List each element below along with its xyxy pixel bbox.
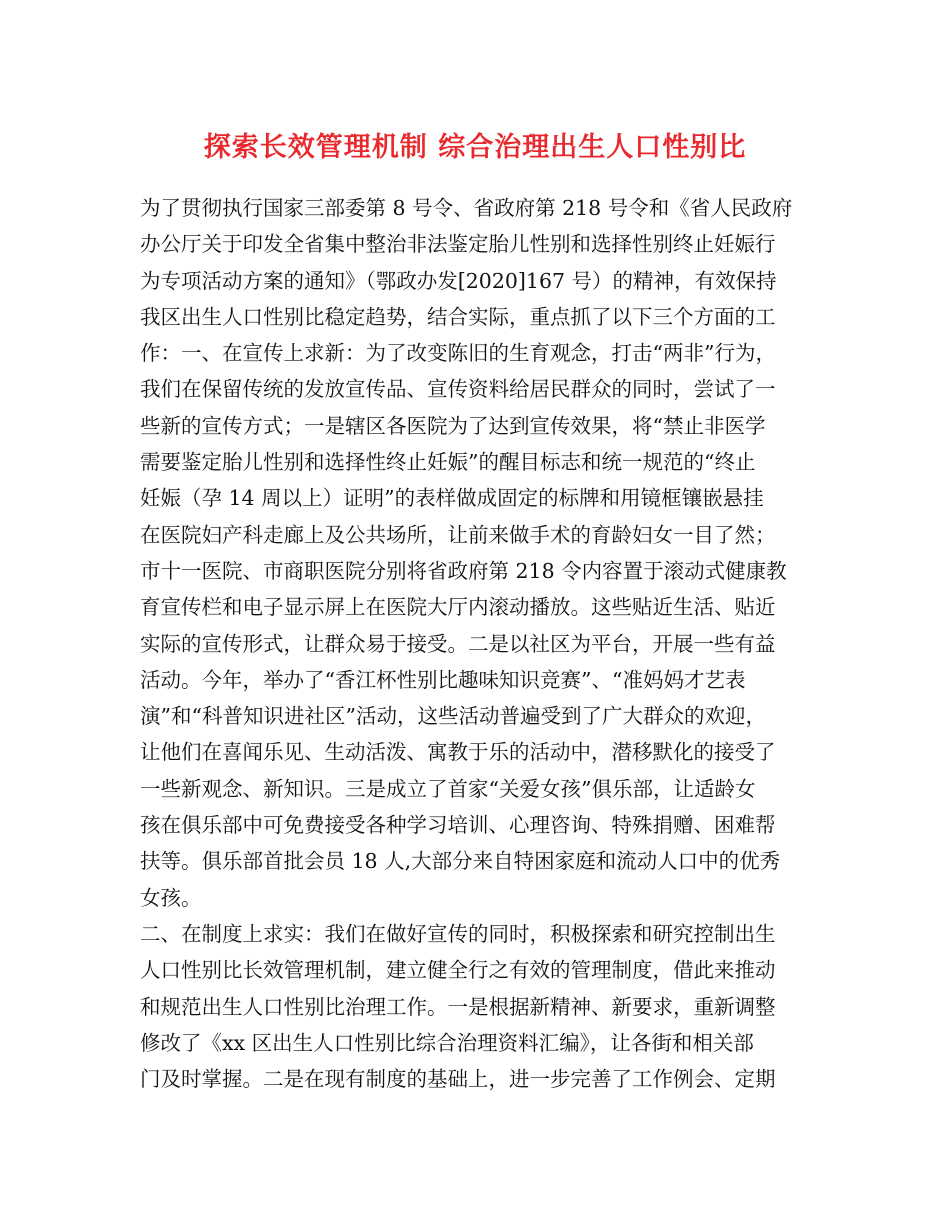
body-line: 我们在保留传统的发放宣传品、宣传资料给居民群众的同时，尝试了一	[140, 377, 776, 402]
body-line: 和规范出生人口性别比治理工作。一是根据新精神、新要求，重新调整	[140, 994, 776, 1019]
body-line: 二、在制度上求实：我们在做好宣传的同时，积极探索和研究控制出生	[140, 921, 776, 946]
body-line: 门及时掌握。二是在现有制度的基础上，进一步完善了工作例会、定期	[140, 1067, 776, 1092]
body-line: 妊娠（孕 14 周以上）证明”的表样做成固定的标牌和用镜框镶嵌悬挂	[140, 486, 764, 511]
body-line: 为专项活动方案的通知》（鄂政办发[2020]167 号）的精神，有效保持	[140, 268, 777, 293]
body-line: 需要鉴定胎儿性别和选择性终止妊娠”的醒目标志和统一规范的“终止	[140, 450, 756, 475]
body-line: 扶等。俱乐部首批会员 18 人,大部分来自特困家庭和流动人口中的优秀	[140, 849, 781, 874]
body-line: 人口性别比长效管理机制，建立健全行之有效的管理制度，借此来推动	[140, 958, 776, 983]
body-line: 在医院妇产科走廊上及公共场所，让前来做手术的育龄妇女一目了然；	[140, 522, 776, 547]
body-line: 演”和“科普知识进社区”活动，这些活动普遍受到了广大群众的欢迎，	[140, 704, 766, 729]
document-title: 探索长效管理机制 综合治理出生人口性别比	[203, 132, 747, 163]
body-line: 活动。今年，举办了“香江杯性别比趣味知识竞赛”、“准妈妈才艺表	[140, 667, 746, 692]
body-line: 一些新观念、新知识。三是成立了首家“关爱女孩”俱乐部，让适龄女	[140, 776, 756, 801]
body-line: 我区出生人口性别比稳定趋势，结合实际，重点抓了以下三个方面的工	[140, 304, 776, 329]
body-line: 女孩。	[140, 885, 202, 910]
body-line: 修改了《xx 区出生人口性别比综合治理资料汇编》，让各街和相关部	[140, 1030, 754, 1055]
body-line: 让他们在喜闻乐见、生动活泼、寓教于乐的活动中，潜移默化的接受了	[140, 740, 776, 765]
body-line: 孩在俱乐部中可免费接受各种学习培训、心理咨询、特殊捐赠、困难帮	[140, 813, 776, 838]
body-line: 办公厅关于印发全省集中整治非法鉴定胎儿性别和选择性别终止妊娠行	[140, 232, 776, 257]
body-line: 作：一、在宣传上求新：为了改变陈旧的生育观念，打击“两非”行为，	[140, 341, 776, 366]
body-line: 实际的宣传形式，让群众易于接受。二是以社区为平台，开展一些有益	[140, 631, 776, 656]
body-line: 市十一医院、市商职医院分别将省政府第 218 令内容置于滚动式健康教	[140, 558, 787, 583]
body-line: 为了贯彻执行国家三部委第 8 号令、省政府第 218 号令和《省人民政府	[140, 196, 793, 220]
body-line: 些新的宣传方式；一是辖区各医院为了达到宣传效果，将“禁止非医学	[140, 413, 766, 438]
body-line: 育宣传栏和电子显示屏上在医院大厅内滚动播放。这些贴近生活、贴近	[140, 595, 776, 620]
document-body	[140, 190, 830, 1097]
